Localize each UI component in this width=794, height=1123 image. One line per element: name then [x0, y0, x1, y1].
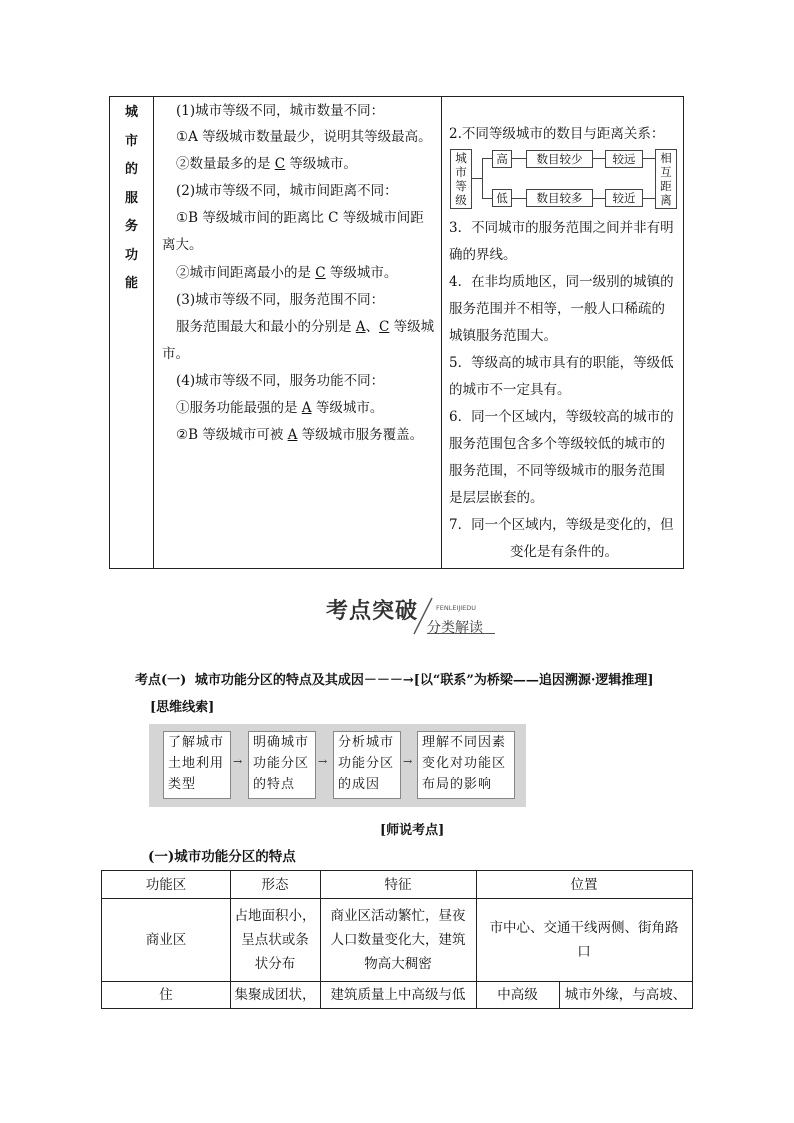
- section-banner-pinyin: FENLEIJIEDU: [436, 604, 477, 612]
- box-char: 等: [455, 179, 467, 193]
- city-level-distance-diagram: [446, 149, 682, 211]
- row-label-char: 服: [124, 190, 138, 206]
- nearer-box: 较近: [605, 189, 643, 207]
- row-label-char: 能: [124, 276, 138, 291]
- flow-step-line: 变化对功能区: [422, 756, 507, 771]
- paragraph-line: [176, 152, 357, 172]
- table-cell-zone: 商业区: [145, 931, 187, 948]
- section-title: (一)城市功能分区的特点: [148, 849, 296, 865]
- mutual-distance-box: [655, 149, 677, 209]
- row-label-char: 城: [124, 105, 138, 120]
- table-cell-feature: [320, 898, 476, 981]
- section-banner-subtitle: 分类解读: [427, 620, 483, 636]
- paragraph-line: 城镇服务范围大。: [449, 328, 557, 344]
- cell-line: 市中心、交通干线两侧、街角路: [489, 919, 679, 936]
- table-cell-shape: 集聚成团状，: [234, 987, 316, 1003]
- table-cell-shape: [230, 898, 320, 981]
- cell-line: 状分布: [254, 955, 296, 972]
- text: ②城市间距离最小的是: [176, 265, 316, 281]
- paragraph-line: (3)城市等级不同，服务范围不同：: [176, 292, 385, 308]
- flow-step: [333, 731, 401, 799]
- cell-line: 商业区活动繁忙，昼夜: [330, 907, 466, 924]
- paragraph-line: 2.不同等级城市的数目与距离关系：: [449, 126, 665, 142]
- fewer-count-box: 数目较少: [526, 150, 593, 168]
- farther-box: 较远: [605, 150, 643, 168]
- high-box: 高: [492, 150, 512, 168]
- exam-point-heading: [135, 669, 654, 688]
- table-cell-feature: 建筑质量上中高级与低: [330, 987, 466, 1003]
- text: 服务范围最大和最小的分别是: [176, 319, 356, 335]
- paragraph-line: ①B 等级城市间的距离比 C 等级城市间距: [176, 210, 424, 226]
- paragraph-line: 服务范围并不相等，一般人口稀疏的: [449, 301, 665, 317]
- connector-line: [472, 178, 482, 179]
- box-char: 离: [660, 193, 672, 207]
- flow-step: [248, 731, 316, 799]
- text: 等级城: [389, 319, 435, 335]
- text: 等级城市。: [325, 265, 398, 281]
- box-char: 城: [455, 151, 467, 165]
- paragraph-line: 5．等级高的城市具有的职能，等级低: [449, 355, 674, 371]
- exam-point-title: 城市功能分区的特点及其成因: [194, 673, 364, 688]
- column-header: 特征: [384, 876, 412, 893]
- column-header: 功能区: [145, 876, 187, 893]
- text: 等级城市。: [285, 156, 357, 172]
- cell-line: 人口数量变化大，建筑: [330, 931, 466, 948]
- paragraph-line: [176, 423, 423, 443]
- connector-line: [593, 198, 605, 199]
- paragraph-line: 3．不同城市的服务范围之间并非有明: [449, 220, 674, 236]
- row-label-char: 务: [124, 219, 138, 234]
- section-banner-title: 考点突破: [326, 599, 419, 624]
- table-cell-zone: 住: [159, 987, 173, 1003]
- paragraph-line: 市。: [162, 346, 189, 362]
- paragraph-line: (1)城市等级不同，城市数量不同：: [176, 103, 385, 119]
- flow-arrow-icon: →: [403, 755, 413, 768]
- connector-line: [482, 158, 492, 159]
- column-header: 位置: [570, 876, 598, 893]
- paragraph-line: [176, 315, 434, 335]
- text: ②B 等级城市可被: [176, 427, 288, 443]
- paragraph-line: 是层层嵌套的。: [449, 490, 544, 506]
- row-label-char: 功: [124, 247, 138, 263]
- paragraph-line: [176, 261, 397, 281]
- text: 等级城市。: [311, 400, 384, 416]
- paragraph-line: 变化是有条件的。: [510, 544, 618, 560]
- paragraph-line: 服务范围，不同等级城市的服务范围: [449, 463, 665, 479]
- flow-step-line: 理解不同因素: [422, 735, 507, 750]
- thinking-clue-label: [思维线索]: [150, 700, 215, 715]
- flow-step-line: 土地利用: [168, 756, 225, 771]
- text: 、: [365, 319, 380, 335]
- cell-line: 占地面积小，: [234, 907, 316, 924]
- paragraph-line: 服务范围包含多个等级较低的城市的: [449, 436, 665, 452]
- paragraph-line: (2)城市等级不同，城市间距离不同：: [176, 183, 398, 199]
- cell-line: 物高大稠密: [364, 955, 432, 972]
- flow-step-line: 的成因: [338, 777, 381, 792]
- connector-line: [512, 158, 526, 159]
- connector-line: [643, 198, 655, 199]
- text: 等级城市服务覆盖。: [297, 427, 424, 443]
- connector-line: [482, 198, 492, 199]
- text: ①服务功能最强的是: [176, 400, 302, 416]
- flow-arrow-icon: →: [233, 755, 243, 768]
- box-char: 互: [660, 165, 672, 179]
- thinking-flow: [149, 724, 526, 807]
- box-char: 市: [455, 165, 467, 179]
- flow-step: [417, 731, 515, 799]
- paragraph-line: 的城市不一定具有。: [449, 382, 571, 398]
- paragraph-line: 6．同一个区域内，等级较高的城市的: [449, 409, 674, 425]
- box-char: 距: [660, 179, 672, 193]
- functional-zone-table: [101, 870, 693, 1009]
- flow-arrow-icon: →: [318, 755, 328, 768]
- flow-step-line: 功能分区: [338, 756, 395, 771]
- answer-text: A: [287, 427, 298, 443]
- answer-text: A: [301, 400, 312, 416]
- low-box: 低: [492, 189, 512, 207]
- exam-point-tag: [以“联系”为桥梁——追因溯源·逻辑推理]: [413, 673, 654, 688]
- banner-underline: [427, 633, 495, 634]
- answer-text: A: [355, 319, 366, 335]
- flow-step: [163, 731, 231, 799]
- table-cell-grade: 中高级: [497, 987, 538, 1003]
- flow-step-line: 类型: [168, 777, 197, 792]
- box-char: 相: [660, 151, 672, 165]
- row-label-char: 的: [124, 162, 138, 177]
- table-cell-position: [476, 898, 692, 981]
- answer-text: C: [315, 265, 326, 281]
- connector-line: [593, 158, 605, 159]
- more-count-box: 数目较多: [526, 189, 593, 207]
- paragraph-line: 离大。: [162, 237, 203, 253]
- flow-step-line: 的特点: [253, 777, 296, 792]
- cell-line: 呈点状或条: [241, 931, 309, 948]
- cell-line: 口: [577, 943, 591, 960]
- exam-point-label: 考点(一): [135, 673, 187, 688]
- paragraph-line: 7．同一个区域内，等级是变化的，但: [449, 517, 674, 533]
- answer-text: C: [379, 319, 390, 335]
- teacher-explains-label: [师说考点]: [380, 823, 445, 838]
- paragraph-line: [176, 125, 432, 145]
- table-cell-position: 城市外缘，与高坡、: [564, 987, 687, 1003]
- connector-line: [512, 198, 526, 199]
- table-divider: [441, 97, 442, 568]
- city-level-box: [450, 149, 472, 209]
- city-service-function-table: [109, 96, 684, 569]
- flow-step-line: 了解城市: [168, 735, 225, 750]
- row-label-city-service-function: [110, 97, 153, 299]
- paragraph-line: (4)城市等级不同，服务功能不同：: [176, 373, 385, 389]
- paragraph-line: 4．在非均质地区，同一级别的城镇的: [449, 274, 674, 290]
- connector-line: [482, 158, 483, 199]
- column-header: 形态: [261, 876, 289, 893]
- arrow-text: －－－→: [363, 673, 414, 688]
- flow-step-line: 功能分区: [253, 756, 310, 771]
- paragraph-line: 确的界线。: [449, 247, 517, 263]
- text: ②数量最多的是: [176, 156, 275, 172]
- box-char: 级: [455, 193, 467, 207]
- row-label-char: 市: [124, 133, 138, 149]
- answer-text: C: [274, 156, 286, 172]
- text: ①A 等级城市数量最少，说明其等级最高。: [176, 129, 432, 145]
- flow-step-line: 布局的影响: [422, 777, 493, 792]
- table-divider: [153, 97, 154, 568]
- flow-step-line: 明确城市: [253, 735, 310, 750]
- paragraph-line: [176, 396, 383, 416]
- connector-line: [643, 158, 655, 159]
- flow-step-line: 分析城市: [338, 735, 395, 750]
